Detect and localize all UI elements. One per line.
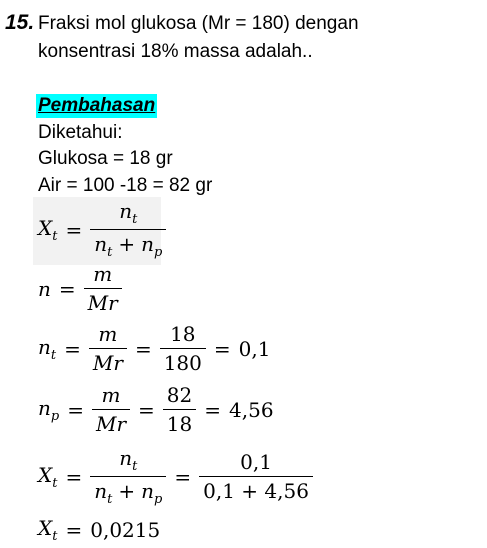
result: 0,1 [238, 336, 271, 361]
given-water: Air = 100 -18 = 82 gr [38, 175, 213, 196]
fraction: $\frac{0,1}{0,1 + 4,56}$ [199, 450, 313, 503]
given-label: Diketahui: [38, 122, 123, 143]
fraction: $\frac{82}{18}$ [163, 383, 196, 436]
result: 0,0215 [90, 518, 161, 542]
solution-tag: Pembahasan [38, 95, 156, 116]
fraction: $\frac{n_t}{n_t + n_p}$ [90, 446, 166, 507]
fraction: $\frac{n_t}{n_t + n_p}$ [90, 199, 166, 260]
fraction: $\frac{m}{Mr}$ [84, 262, 122, 315]
fraction: $\frac{18}{180}$ [160, 322, 206, 375]
equation-mole-fraction-definition [38, 199, 166, 260]
equation-moles-glucose: $n_t$ = $\frac{m}{Mr}$ = $\frac{18}{180}$ = 0,1 [38, 322, 271, 375]
question-line-1: Fraksi mol glukosa (Mr = 180) dengan [38, 13, 359, 34]
symbol: $X_t$ [38, 215, 58, 244]
fraction: $\frac{m}{Mr}$ [92, 383, 130, 436]
fraction: $\frac{m}{Mr}$ [89, 322, 127, 375]
question-line-2: konsentrasi 18% massa adalah.. [38, 41, 313, 62]
given-glucose: Glukosa = 18 gr [38, 148, 173, 169]
question-number: 15. [5, 11, 35, 34]
equation-mole-definition: n = $\frac{m}{Mr}$ [38, 262, 122, 315]
result: 4,56 [229, 397, 274, 422]
equals-sign: = [65, 217, 83, 242]
equation-mole-fraction-calc: $X_t$ = $\frac{n_t}{n_t + n_p}$ = $\frac{0,1}{0,1 + 4,56}$ [38, 446, 313, 507]
equation-moles-water: $n_p$ = $\frac{m}{Mr}$ = $\frac{82}{18}$ = 4,56 [38, 383, 274, 436]
equation-final-result: $X_t$ = 0,0215 [38, 516, 161, 544]
